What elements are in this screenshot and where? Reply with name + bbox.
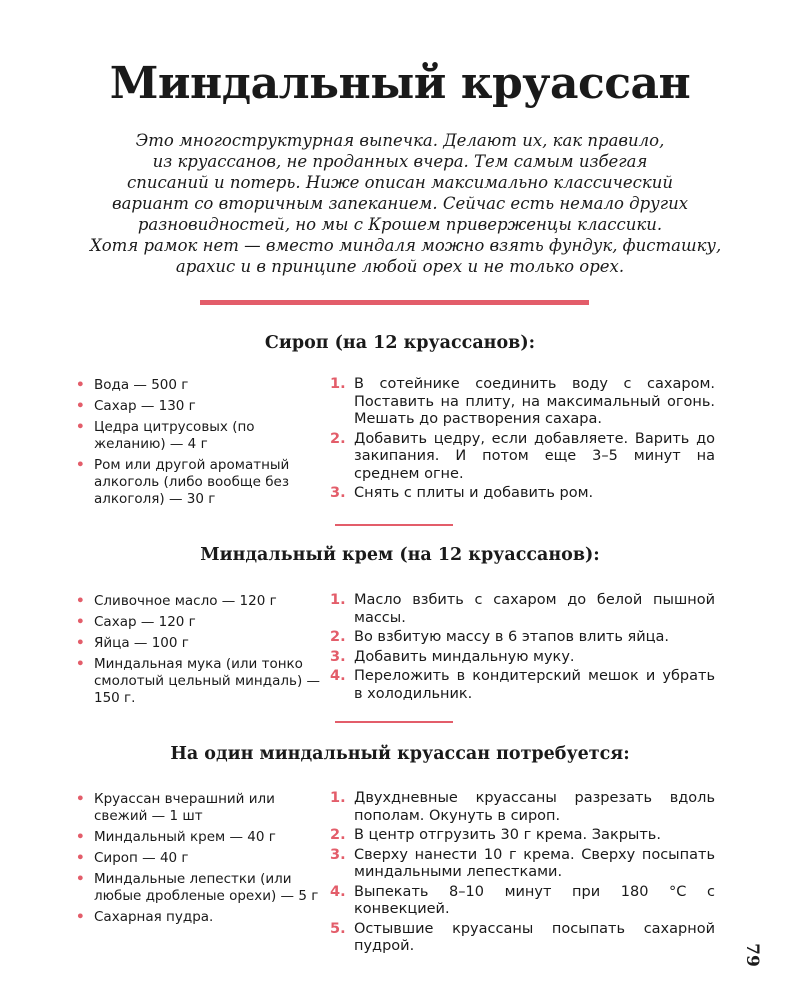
ingredient-text: Круассан вчерашний или свежий — 1 шт — [94, 791, 275, 824]
intro-line: из круассанов, не проданных вчера. Тем самым избегая — [152, 152, 648, 171]
ingredient-item — [76, 398, 326, 415]
bullet-icon: • — [76, 909, 85, 925]
step-item — [330, 629, 715, 647]
step-text: Снять с плиты и добавить ром. — [354, 485, 594, 501]
step-number: 5. — [330, 920, 346, 937]
step-text: Двухдневные круассаны разрезать вдоль пополам. Окунуть в сироп. — [354, 790, 715, 824]
intro-divider — [200, 300, 589, 305]
ingredient-item — [76, 829, 328, 846]
step-number: 1. — [330, 790, 346, 806]
step-item — [330, 485, 715, 503]
step-text: Переложить в кондитерский мешок и убрать в холодильник. — [354, 668, 715, 702]
ingredient-item — [76, 457, 326, 508]
step-item — [330, 376, 715, 429]
ingredient-text: Ром или другой ароматный алкоголь (либо вообще без алкоголя) — 30 г — [94, 457, 290, 507]
section-divider — [335, 524, 453, 526]
ingredients-list-per-croissant — [76, 791, 328, 930]
step-number: 3. — [330, 485, 346, 501]
step-number: 4. — [330, 883, 346, 900]
step-text: Сверху нанести 10 г крема. Сверху посыпать миндальными лепестками. — [354, 846, 715, 880]
bullet-icon: • — [76, 593, 85, 609]
step-number: 2. — [330, 827, 346, 843]
step-text: В сотейнике соединить воду с сахаром. Поставить на плиту, на максимальный огонь. Мешать до растворения сахара. — [354, 376, 715, 427]
step-number: 2. — [330, 629, 346, 645]
ingredient-text: Яйца — 100 г — [94, 635, 189, 651]
bullet-icon: • — [76, 457, 85, 473]
bullet-icon: • — [76, 419, 85, 435]
ingredient-item — [76, 614, 326, 631]
steps-list-almond-cream — [330, 592, 715, 705]
intro-line: Хотя рамок нет — вместо миндаля можно взять фундук, фисташку, — [90, 236, 722, 255]
intro-line: вариант со вторичным запеканием. Сейчас есть немало других — [111, 194, 689, 213]
bullet-icon: • — [76, 398, 85, 414]
ingredient-item — [76, 635, 326, 652]
ingredient-item — [76, 871, 328, 905]
section-title-syrup: Сироп (на 12 круассанов): — [264, 333, 536, 353]
section-title-almond-cream: Миндальный крем (на 12 круассанов): — [200, 545, 600, 565]
page-number: 79 — [741, 943, 762, 967]
step-number: 1. — [330, 376, 346, 392]
step-item — [330, 884, 715, 919]
step-number: 4. — [330, 668, 346, 684]
ingredient-item — [76, 791, 328, 825]
bullet-icon: • — [76, 871, 85, 887]
ingredient-item — [76, 377, 326, 394]
step-text: Добавить миндальную муку. — [354, 648, 575, 665]
step-item — [330, 592, 715, 627]
step-number: 3. — [330, 648, 346, 665]
ingredient-item — [76, 419, 326, 453]
ingredient-text: Сироп — 40 г — [94, 850, 189, 866]
step-number: 2. — [330, 430, 346, 447]
step-item — [330, 668, 715, 703]
section-title-per-croissant: На один миндальный круассан потребуется: — [170, 744, 630, 764]
steps-list-syrup — [330, 376, 715, 505]
ingredient-text: Сливочное масло — 120 г — [94, 593, 277, 609]
step-item — [330, 649, 715, 667]
step-text: Остывшие круассаны посыпать сахарной пудрой. — [354, 920, 715, 954]
ingredient-text: Миндальный крем — 40 г — [94, 829, 276, 845]
intro-line: Это многоструктурная выпечка. Делают их, как правило, — [135, 131, 665, 150]
ingredient-item — [76, 909, 328, 926]
ingredient-text: Миндальная мука (или тонко смолотый цельный миндаль) — 150 г. — [94, 656, 321, 706]
bullet-icon: • — [76, 829, 85, 845]
ingredient-item — [76, 593, 326, 610]
bullet-icon: • — [76, 614, 85, 630]
step-number: 3. — [330, 846, 346, 863]
ingredients-list-almond-cream — [76, 593, 326, 711]
step-text: Во взбитую массу в 6 этапов влить яйца. — [354, 629, 669, 645]
step-number: 1. — [330, 592, 346, 608]
section-divider — [335, 721, 453, 723]
bullet-icon: • — [76, 791, 85, 807]
ingredient-text: Сахар — 130 г — [94, 398, 196, 414]
intro-paragraph — [90, 130, 722, 277]
ingredient-text: Миндальные лепестки (или любые дробленые орехи) — 5 г — [94, 871, 319, 904]
step-item — [330, 847, 715, 882]
step-text: В центр отгрузить 30 г крема. Закрыть. — [354, 827, 661, 843]
steps-list-per-croissant — [330, 790, 715, 958]
step-item — [330, 790, 715, 825]
intro-line: разновидностей, но мы с Крошем приверженцы классики. — [137, 215, 663, 234]
step-item — [330, 431, 715, 484]
ingredient-item — [76, 850, 328, 867]
step-item — [330, 827, 715, 845]
ingredients-list-syrup — [76, 377, 326, 512]
step-text: Масло взбить с сахаром до белой пышной массы. — [354, 592, 715, 626]
ingredient-text: Сахарная пудра. — [94, 909, 214, 925]
bullet-icon: • — [76, 377, 85, 393]
bullet-icon: • — [76, 656, 85, 672]
ingredient-text: Цедра цитрусовых (по желанию) — 4 г — [94, 419, 255, 452]
intro-line: списаний и потерь. Ниже описан максимально классический — [127, 173, 673, 192]
bullet-icon: • — [76, 635, 85, 651]
step-item — [330, 921, 715, 956]
intro-line: арахис и в принципе любой орех и не только орех. — [175, 257, 625, 276]
bullet-icon: • — [76, 850, 85, 866]
ingredient-text: Сахар — 120 г — [94, 614, 196, 630]
step-text: Добавить цедру, если добавляете. Варить до закипания. И потом еще 3–5 минут на среднем огне. — [354, 430, 715, 482]
step-text: Выпекать 8–10 минут при 180 °С с конвекцией. — [354, 883, 715, 917]
ingredient-item — [76, 656, 326, 707]
ingredient-text: Вода — 500 г — [94, 377, 189, 393]
page-title: Миндальный круассан — [109, 58, 691, 109]
